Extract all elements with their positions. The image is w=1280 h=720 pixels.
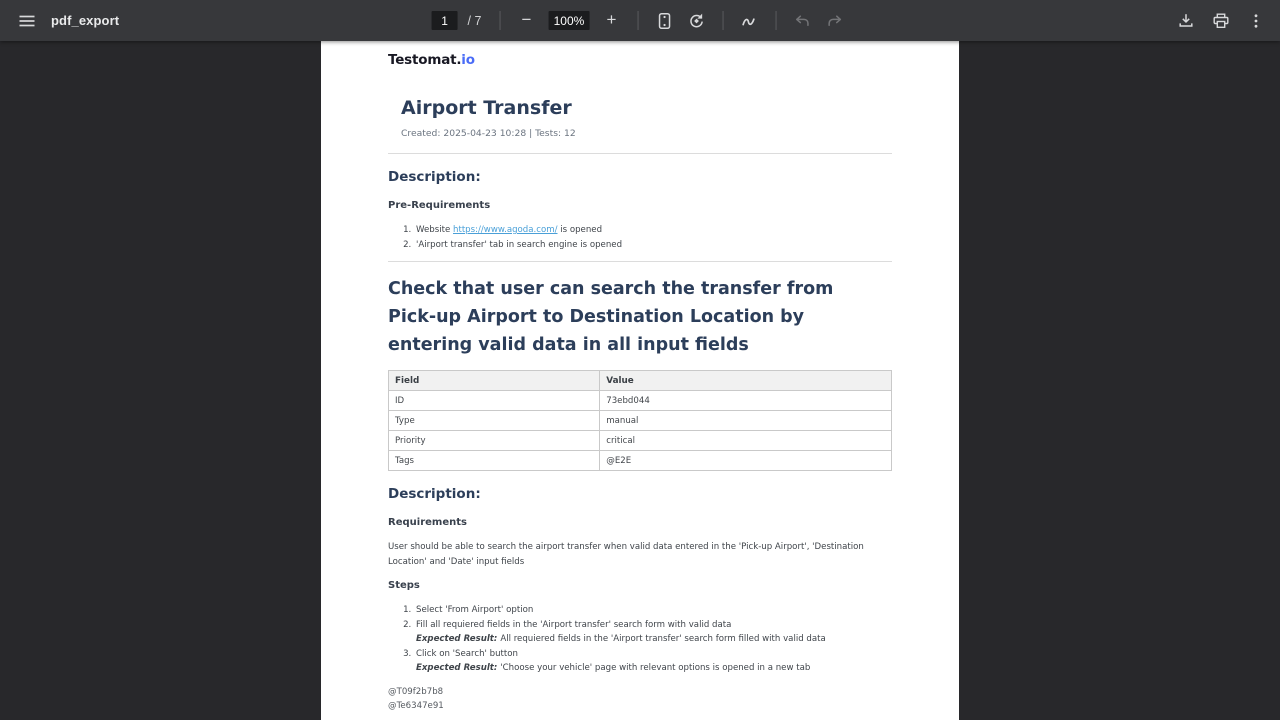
expected-result-label: Expected Result: — [416, 634, 498, 644]
annotate-button[interactable] — [735, 7, 763, 35]
fit-to-page-button[interactable] — [650, 7, 678, 35]
rotate-counterclockwise-icon — [687, 12, 705, 30]
expected-result — [416, 661, 892, 676]
table-cell: ID — [389, 391, 600, 411]
list-item-text: is opened — [557, 225, 603, 235]
page-count: / 7 — [467, 13, 482, 28]
expected-result-text: 'Choose your vehicle' page with relevant options is opened in a new tab — [500, 663, 811, 673]
document-title: pdf_export — [51, 13, 120, 28]
tag: @T09f2b7b8 — [388, 686, 444, 697]
expected-result-label: Expected Result: — [416, 663, 498, 673]
divider — [388, 261, 892, 262]
table-row — [389, 431, 892, 451]
document-meta: Created: 2025-04-23 10:28 | Tests: 12 — [401, 128, 576, 139]
undo-button[interactable] — [788, 7, 816, 35]
pdf-toolbar — [0, 0, 1280, 41]
table-header-value: Value — [600, 371, 892, 391]
step-item — [414, 647, 892, 676]
page-number-input[interactable] — [432, 11, 458, 30]
testomat-logo — [388, 52, 892, 68]
pdf-page — [321, 41, 959, 720]
expected-result — [416, 632, 892, 647]
list-item: 2. 'Airport transfer' tab in search engine is opened — [414, 238, 892, 253]
list-item-text: Website — [416, 225, 453, 235]
description-heading-1: Description: — [388, 169, 481, 185]
test-meta-table — [388, 370, 892, 471]
expected-result-text: All requiered fields in the 'Airport transfer' search form filled with valid data — [500, 634, 826, 644]
zoom-in-button[interactable]: + — [597, 7, 625, 35]
draw-squiggle-icon — [740, 12, 758, 30]
print-icon — [1212, 12, 1230, 30]
print-button[interactable] — [1207, 7, 1235, 35]
step-text: 2. Fill all requiered fields in the 'Airport transfer' search form with valid data — [416, 619, 732, 630]
step-text: 1. Select 'From Airport' option — [416, 605, 534, 615]
redo-icon — [825, 12, 843, 30]
test-tags — [388, 685, 892, 714]
logo-text-main: Testomat. — [388, 52, 462, 68]
hamburger-icon — [18, 12, 36, 30]
table-cell: @E2E — [600, 451, 892, 471]
pre-requirements-heading: Pre-Requirements — [388, 200, 491, 211]
table-cell: Tags — [389, 451, 600, 471]
toolbar-separator — [775, 11, 776, 30]
agoda-link[interactable]: https://www.agoda.com/ — [453, 225, 558, 235]
list-item — [414, 223, 892, 238]
table-row — [389, 411, 892, 431]
table-header-field: Field — [389, 371, 600, 391]
description-heading-2: Description: — [388, 486, 481, 502]
table-cell: manual — [600, 411, 892, 431]
pdf-viewer-area[interactable] — [0, 41, 1280, 720]
more-options-button[interactable] — [1242, 7, 1270, 35]
table-cell: critical — [600, 431, 892, 451]
table-row — [389, 391, 892, 411]
tag: @Te6347e91 — [388, 701, 444, 711]
step-item — [414, 603, 892, 618]
menu-button[interactable] — [13, 7, 41, 35]
divider — [388, 153, 892, 154]
table-row — [389, 451, 892, 471]
document-header — [401, 97, 892, 139]
table-cell: Priority — [389, 431, 600, 451]
pre-requirements-list — [388, 223, 892, 252]
zoom-level-input[interactable] — [548, 11, 589, 30]
download-icon — [1177, 12, 1195, 30]
download-button[interactable] — [1172, 7, 1200, 35]
more-vert-icon — [1247, 12, 1265, 30]
zoom-out-button[interactable]: − — [512, 7, 540, 35]
table-header-row — [389, 371, 892, 391]
steps-heading: Steps — [388, 580, 420, 591]
requirements-text: User should be able to search the airport transfer when valid data entered in the 'Pick-up Airport', 'Destination Location' and 'Date' input fields — [388, 542, 864, 567]
toolbar-separator — [637, 11, 638, 30]
table-cell: 73ebd044 — [600, 391, 892, 411]
fit-page-icon — [655, 12, 673, 30]
steps-list — [388, 603, 892, 676]
undo-icon — [793, 12, 811, 30]
step-item — [414, 618, 892, 647]
test-case-title: Check that user can search the transfer from Pick-up Airport to Destination Location by entering valid data in all input fields — [388, 279, 834, 355]
requirements-heading: Requirements — [388, 517, 467, 528]
toolbar-separator — [499, 11, 500, 30]
toolbar-separator — [722, 11, 723, 30]
redo-button[interactable] — [820, 7, 848, 35]
table-cell: Type — [389, 411, 600, 431]
step-text: 3. Click on 'Search' button — [416, 648, 518, 659]
rotate-button[interactable] — [682, 7, 710, 35]
page-title: Airport Transfer — [401, 97, 572, 119]
logo-text-accent: io — [461, 52, 475, 68]
